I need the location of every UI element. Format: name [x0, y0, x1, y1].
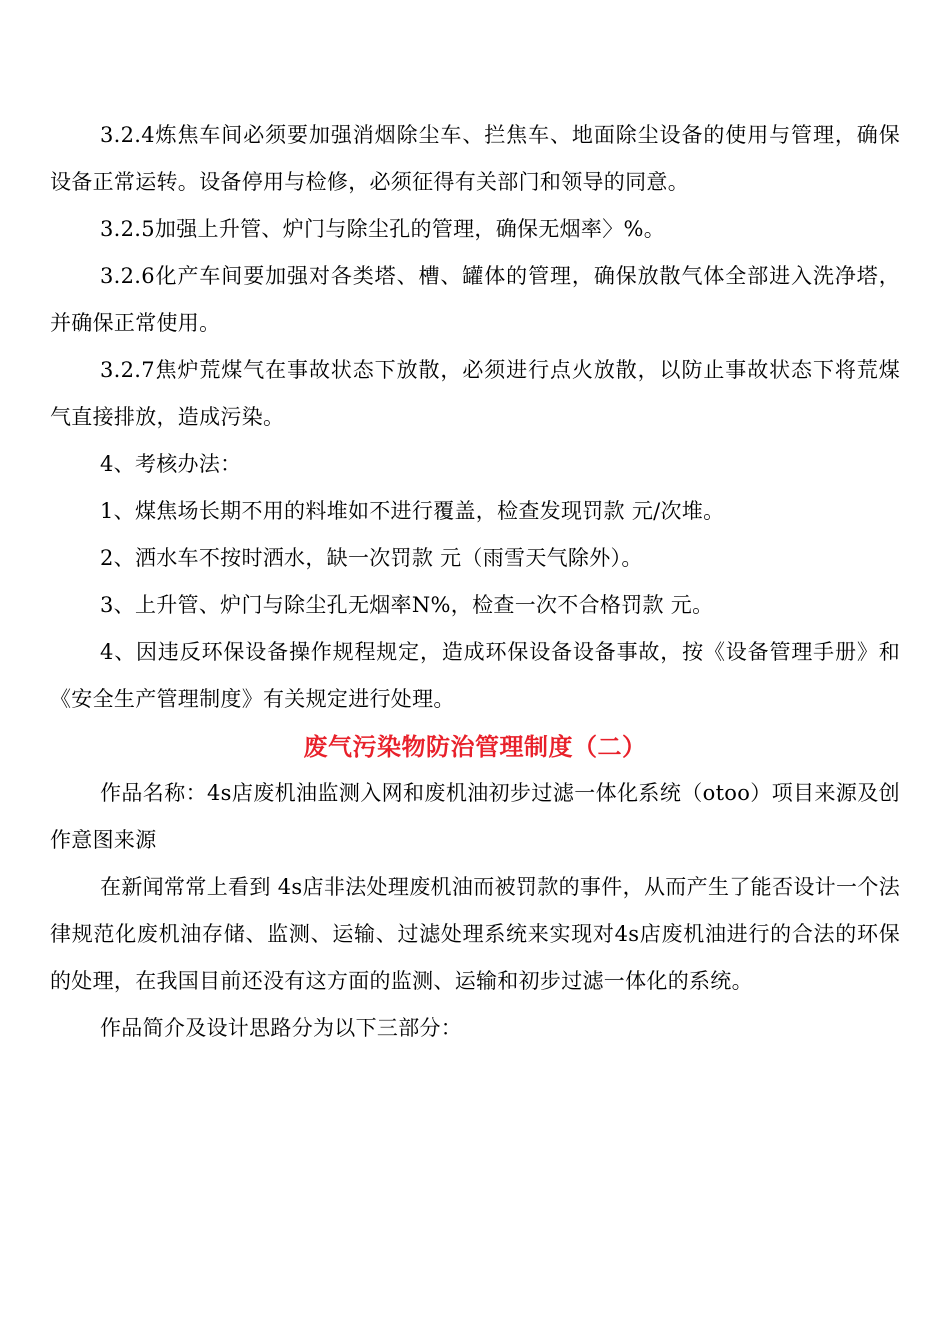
- paragraph-3-2-4: 3.2.4炼焦车间必须要加强消烟除尘车、拦焦车、地面除尘设备的使用与管理，确保设备正常运转。设备停用与检修，必须征得有关部门和领导的同意。: [50, 123, 900, 194]
- paragraph-3-2-5: 3.2.5加强上升管、炉门与除尘孔的管理，确保无烟率〉%。: [100, 217, 666, 241]
- assessment-item-4: 4、因违反环保设备操作规程规定，造成环保设备设备事故，按《设备管理手册》和《安全生产管理制度》有关规定进行处理。: [50, 640, 900, 711]
- assessment-heading: 4、考核办法：: [100, 452, 242, 476]
- intro-paragraph: 作品简介及设计思路分为以下三部分：: [100, 1016, 463, 1040]
- section-title: 废气污染物防治管理制度（二）: [303, 732, 647, 761]
- paragraph-3-2-6: 3.2.6化产车间要加强对各类塔、槽、罐体的管理，确保放散气体全部进入洗净塔，并确保正常使用。: [50, 264, 900, 335]
- assessment-item-1: 1、煤焦场长期不用的料堆如不进行覆盖，检查发现罚款 元/次堆。: [100, 499, 725, 523]
- assessment-item-3: 3、上升管、炉门与除尘孔无烟率N%，检查一次不合格罚款 元。: [100, 593, 714, 617]
- origin-paragraph: 在新闻常常上看到 4s店非法处理废机油而被罚款的事件，从而产生了能否设计一个法律规范化废机油存储、监测、运输、过滤处理系统来实现对4s店废机油进行的合法的环保的处理，在我国目前还没有这方面的监测、运输和初步过滤一体化的系统。: [50, 875, 900, 993]
- work-name-paragraph: 作品名称：4s店废机油监测入网和废机油初步过滤一体化系统（otoo）项目来源及创作意图来源: [50, 781, 900, 852]
- assessment-item-2: 2、洒水车不按时洒水，缺一次罚款 元（雨雪天气除外）。: [100, 546, 643, 570]
- paragraph-3-2-7: 3.2.7焦炉荒煤气在事故状态下放散，必须进行点火放散，以防止事故状态下将荒煤气直接排放，造成污染。: [50, 358, 900, 429]
